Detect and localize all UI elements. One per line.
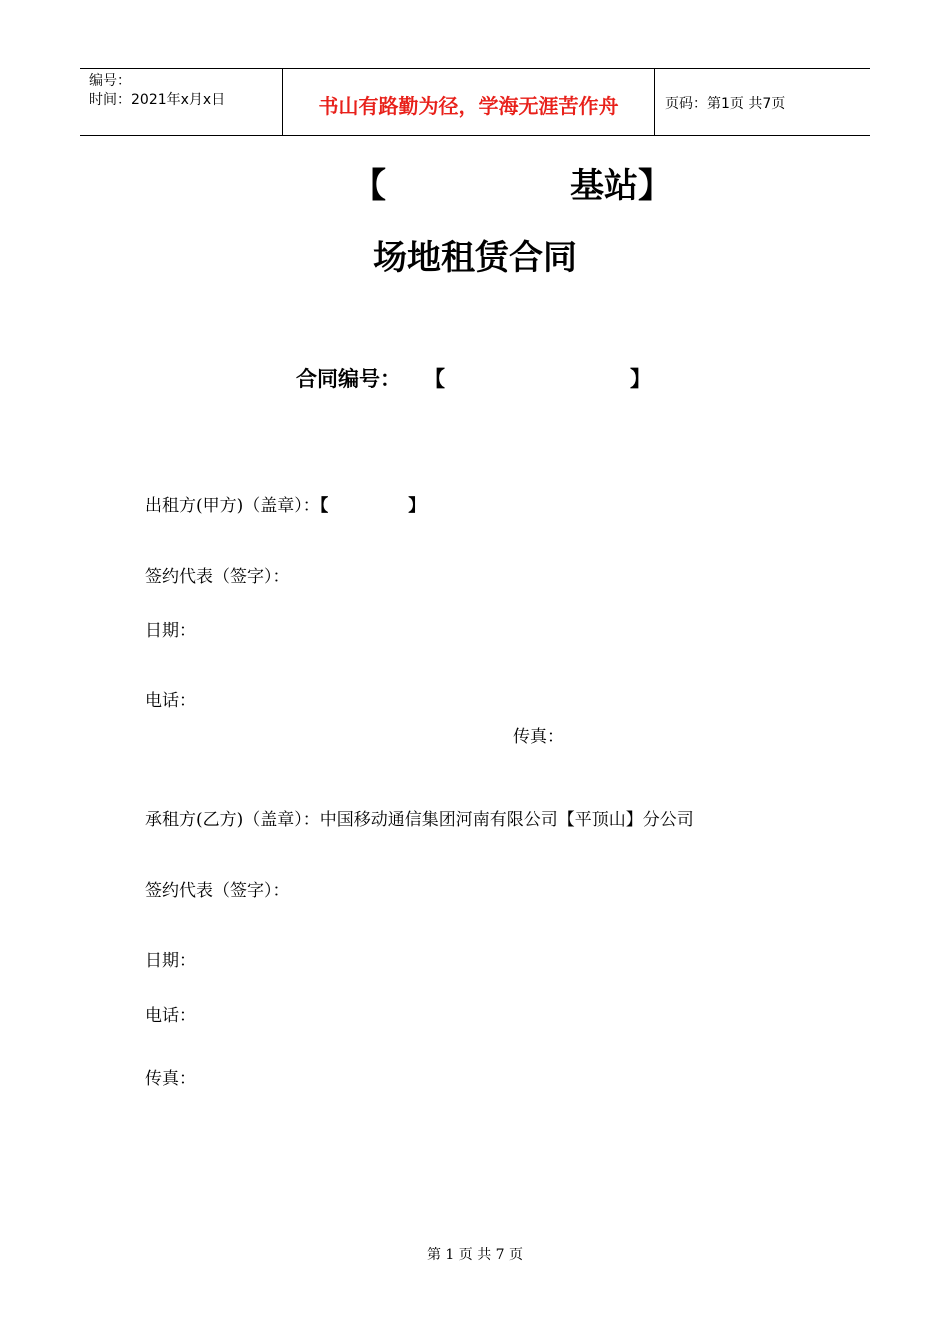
- contract-number-right-bracket: 】: [630, 367, 651, 391]
- lessor-line: [145, 494, 425, 518]
- contract-number-label: 合同编号：: [296, 367, 401, 391]
- party-a-date-label: 日期：: [145, 621, 196, 641]
- header-motto-cell: [282, 69, 655, 135]
- document-number-label: 编号：: [89, 73, 131, 89]
- header-page-info: 页码：第1页 共7页: [665, 96, 786, 112]
- document-title: 场地租赁合同: [373, 238, 577, 278]
- header-meta-cell: [80, 69, 282, 135]
- base-station-label: 基站】: [570, 166, 672, 206]
- contract-number-left-bracket: 【: [424, 367, 445, 391]
- header-page-cell: [655, 69, 870, 135]
- party-a-phone-label: 电话：: [145, 691, 196, 711]
- document-time-label: 时间：2021年x月x日: [89, 92, 226, 108]
- party-b-fax-label: 传真：: [145, 1069, 196, 1089]
- lessor-close-bracket: 】: [408, 496, 426, 516]
- document-header-table: [80, 68, 870, 136]
- lessor-open-bracket: 【: [319, 496, 329, 516]
- lessor-label: 出租方(甲方)（盖章）：: [145, 496, 320, 516]
- page-footer: 第 1 页 共 7 页: [426, 1247, 524, 1263]
- party-b-phone-label: 电话：: [145, 1006, 196, 1026]
- party-b-rep-label: 签约代表（签字）：: [145, 881, 290, 901]
- base-station-left-bracket: 【: [352, 166, 386, 206]
- header-motto: 书山有路勤为径，学海无涯苦作舟: [318, 93, 619, 118]
- lessee-label: 承租方(乙方)（盖章）：中国移动通信集团河南有限公司【平顶山】分公司: [145, 810, 694, 830]
- party-b-date-label: 日期：: [145, 951, 196, 971]
- party-a-fax-label: 传真：: [513, 727, 564, 747]
- party-a-rep-label: 签约代表（签字）：: [145, 567, 290, 587]
